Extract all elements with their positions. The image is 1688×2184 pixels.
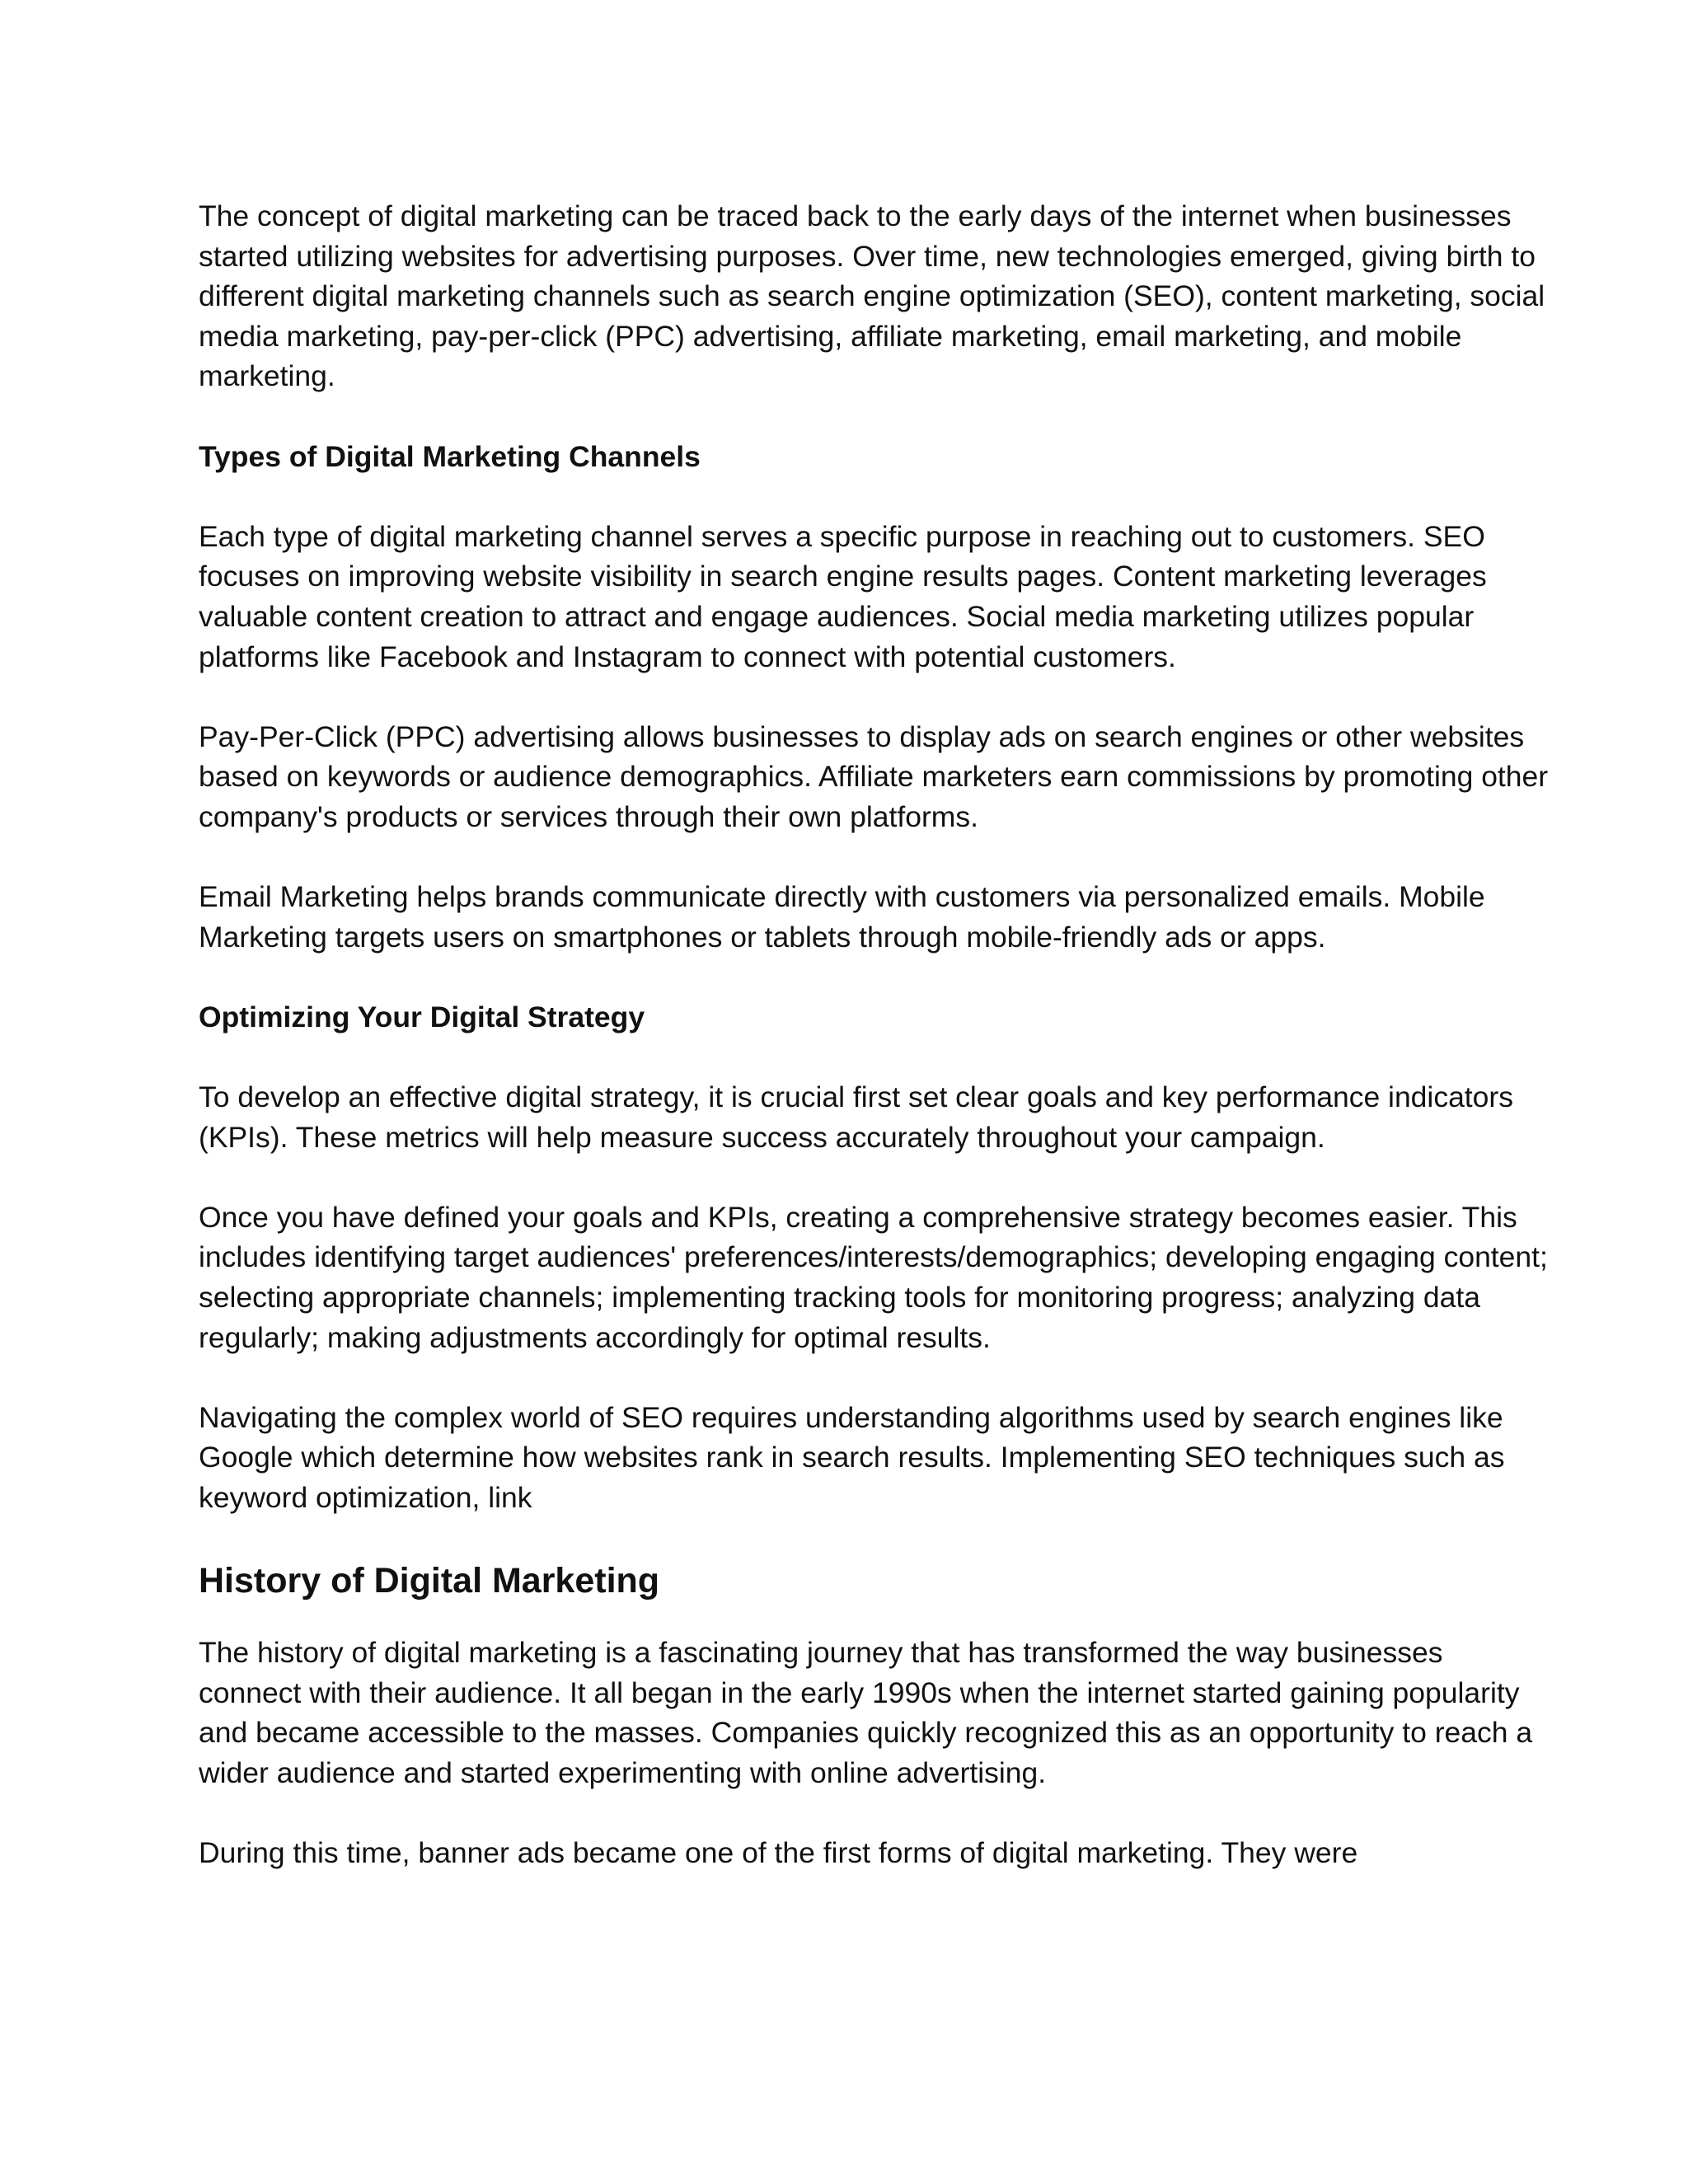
heading-history: History of Digital Marketing — [199, 1561, 660, 1601]
document-page — [199, 196, 1550, 1873]
paragraph-intro: The concept of digital marketing can be traced back to the early days of the internet when businesses started utilizing websites for advertising purposes. Over time, new technologies emerged, giving birth to different digital marketing channels such as search engine optimization (SEO), content marketing, social media marketing, pay-per-click (PPC) advertising, affiliate marketing, email marketing, and mobile marketing. — [199, 199, 1545, 393]
paragraph-comprehensive-strategy: Once you have defined your goals and KPIs, creating a comprehensive strategy becomes easier. This includes identifying target audiences' preferences/interests/demographics; developing engaging content; selecting appropriate channels; implementing tracking tools for monitoring progress; analyzing data regularly; making adjustments accordingly for optimal results. — [199, 1200, 1548, 1354]
paragraph-history: The history of digital marketing is a fascinating journey that has transformed the way businesses connect with their audience. It all began in the early 1990s when the internet started gaining popularity and became accessible to the masses. Companies quickly recognized this as an opportunity to reach a wider audience and started experimenting with online advertising. — [199, 1636, 1533, 1789]
paragraph-goals-kpis: To develop an effective digital strategy, it is crucial first set clear goals and key performance indicators (KPIs). These metrics will help measure success accurately throughout your campaign. — [199, 1080, 1513, 1154]
subheading-optimizing-strategy: Optimizing Your Digital Strategy — [199, 1000, 645, 1033]
paragraph-banner-ads: During this time, banner ads became one of the first forms of digital marketing. They were — [199, 1836, 1358, 1870]
paragraph-seo: Navigating the complex world of SEO requires understanding algorithms used by search engines like Google which determine how websites rank in search results. Implementing SEO techniques such as keyword optimization, link — [199, 1400, 1505, 1514]
paragraph-channel-types: Each type of digital marketing channel serves a specific purpose in reaching out to customers. SEO focuses on improving website visibility in search engine results pages. Content marketing leverages valuable content creation to attract and engage audiences. Social media marketing utilizes popular platforms like Facebook and Instagram to connect with potential customers. — [199, 519, 1487, 673]
paragraph-ppc-affiliate: Pay-Per-Click (PPC) advertising allows businesses to display ads on search engines or other websites based on keywords or audience demographics. Affiliate marketers earn commissions by promoting other company's products or services through their own platforms. — [199, 719, 1549, 833]
paragraph-email-mobile: Email Marketing helps brands communicate directly with customers via personalized emails. Mobile Marketing targets users on smartphones or tablets through mobile-friendly ads or apps. — [199, 880, 1485, 954]
subheading-types-of-channels: Types of Digital Marketing Channels — [199, 439, 701, 473]
